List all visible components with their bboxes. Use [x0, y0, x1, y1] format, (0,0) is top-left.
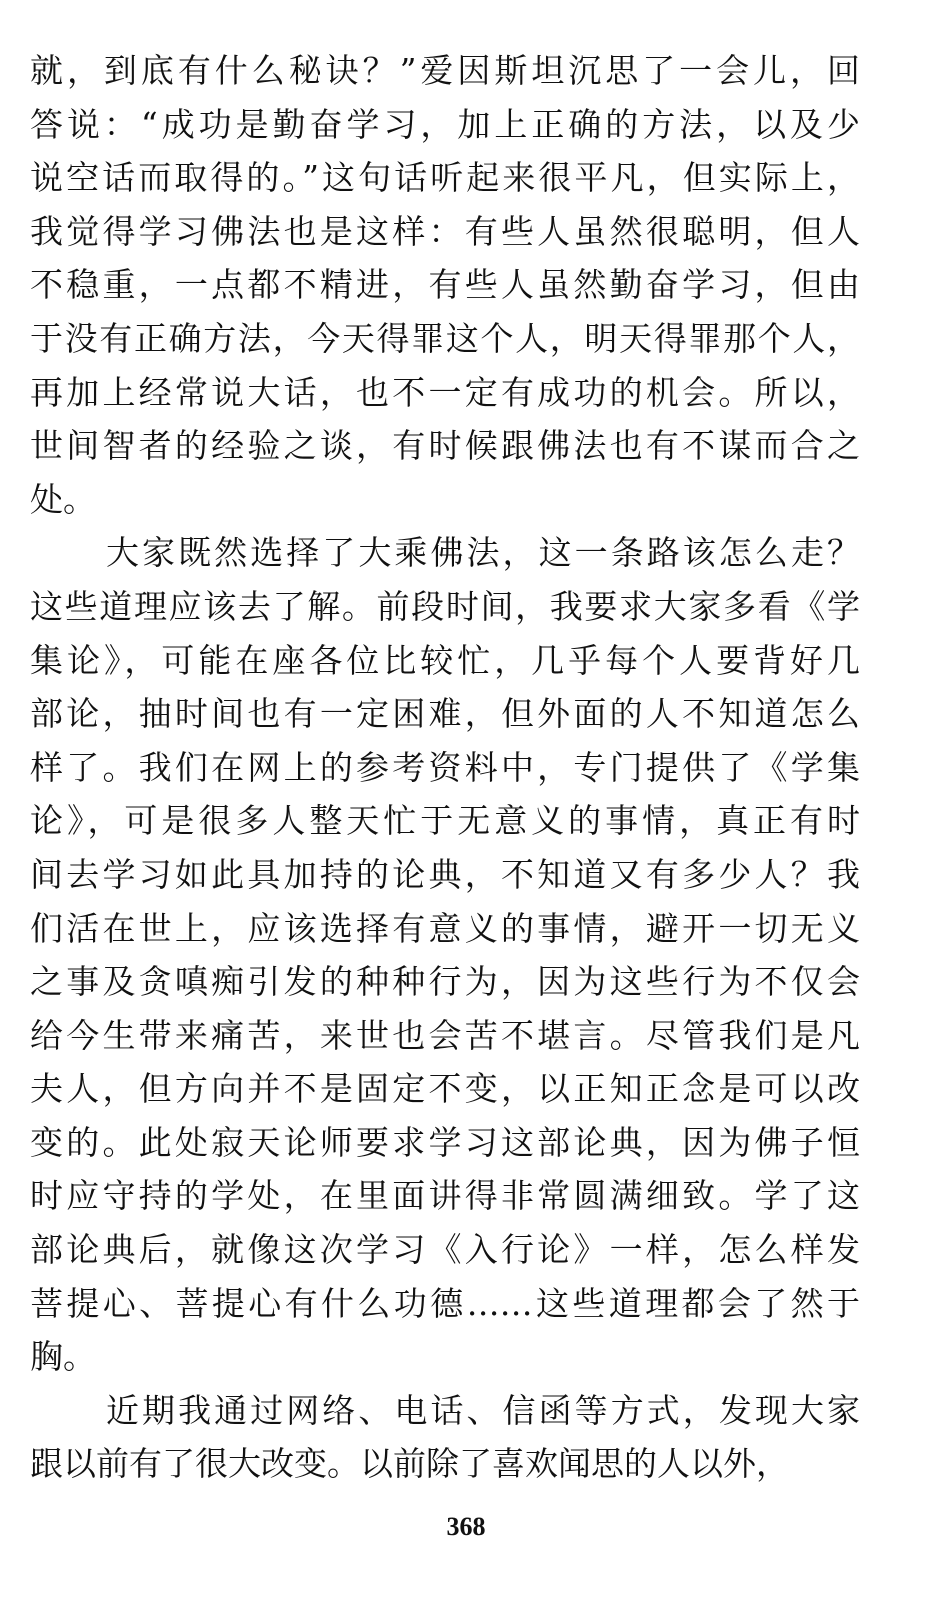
text-line: 们活在世上，应该选择有意义的事情，避开一切无义	[30, 908, 860, 948]
text-line: 近期我通过网络、电话、信函等方式，发现大家	[106, 1390, 860, 1430]
text-line: 说空话而取得的。”这句话听起来很平凡，但实际上，	[30, 158, 860, 198]
text-line: 变的。此处寂天论师要求学习这部论典，因为佛子恒	[30, 1122, 860, 1162]
text-line: 夫人，但方向并不是固定不变，以正知正念是可以改	[30, 1069, 860, 1109]
text-line: 给今生带来痛苦，来世也会苦不堪言。尽管我们是凡	[30, 1015, 860, 1055]
text-line: 大家既然选择了大乘佛法，这一条路该怎么走？	[106, 533, 860, 573]
text-line: 菩提心、菩提心有什么功德……这些道理都会了然于	[30, 1283, 860, 1323]
paragraph	[30, 526, 860, 1384]
text-line: 世间智者的经验之谈，有时候跟佛法也有不谋而合之	[30, 426, 860, 466]
text-line: 这些道理应该去了解。前段时间，我要求大家多看《学	[30, 586, 860, 626]
text-line: 之事及贪嗔痴引发的种种行为，因为这些行为不仅会	[30, 962, 860, 1002]
text-line: 时应守持的学处，在里面讲得非常圆满细致。学了这	[30, 1176, 860, 1216]
text-line: 部论典后，就像这次学习《入行论》一样，怎么样发	[30, 1230, 860, 1270]
text-line: 再加上经常说大话，也不一定有成功的机会。所以，	[30, 372, 860, 412]
paragraph	[30, 1384, 860, 1491]
text-line: 间去学习如此具加持的论典，不知道又有多少人？我	[30, 854, 860, 894]
text-line: 集论》，可能在座各位比较忙，几乎每个人要背好几	[30, 640, 860, 680]
text-line: 胸。	[30, 1337, 96, 1377]
text-line: 答说：“成功是勤奋学习，加上正确的方法，以及少	[30, 104, 860, 144]
text-line: 样了。我们在网上的参考资料中，专门提供了《学集	[30, 747, 860, 787]
text-line: 我觉得学习佛法也是这样：有些人虽然很聪明，但人	[30, 211, 860, 251]
text-line: 于没有正确方法，今天得罪这个人，明天得罪那个人，	[30, 318, 860, 358]
page-number: 368	[446, 1512, 486, 1541]
text-line: 部论，抽时间也有一定困难，但外面的人不知道怎么	[30, 694, 860, 734]
text-line: 处。	[30, 479, 96, 519]
text-line: 就，到底有什么秘诀？”爱因斯坦沉思了一会儿，回	[30, 51, 860, 90]
text-line: 不稳重，一点都不精进，有些人虽然勤奋学习，但由	[30, 265, 860, 305]
text-line: 跟以前有了很大改变。以前除了喜欢闻思的人以外，	[30, 1444, 789, 1484]
page-body-text	[30, 44, 860, 1491]
text-line: 论》，可是很多人整天忙于无意义的事情，真正有时	[30, 801, 860, 841]
paragraph	[30, 44, 860, 526]
